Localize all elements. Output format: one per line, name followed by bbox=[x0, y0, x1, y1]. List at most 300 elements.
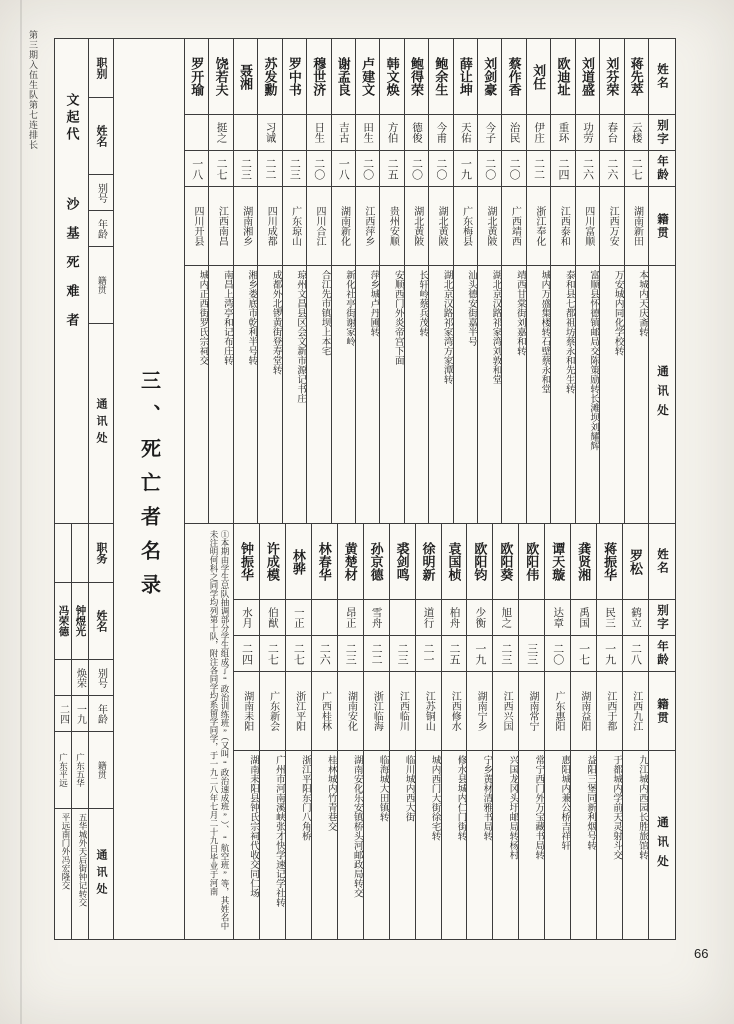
person-name bbox=[551, 39, 574, 115]
person-address bbox=[283, 266, 306, 523]
person-origin-text: 湖南益阳 bbox=[578, 691, 590, 731]
person-alias-text: 今甫 bbox=[435, 122, 447, 143]
person-name-text: 龚贤湘 bbox=[576, 542, 592, 581]
person-origin bbox=[545, 672, 570, 751]
person-column bbox=[379, 39, 403, 523]
person-age-text: 二五 bbox=[386, 157, 399, 180]
person-age-text: 二七 bbox=[215, 157, 228, 180]
person-origin-text: 湖南常宁 bbox=[527, 691, 539, 731]
person-alias-text: 伊庄 bbox=[533, 122, 545, 143]
person-name-text: 苏发勳 bbox=[262, 57, 278, 96]
person-name-text: 欧阳钧 bbox=[472, 542, 488, 581]
margin-note: 第三期入伍生队第七连排长 bbox=[28, 30, 38, 150]
person-alias bbox=[416, 600, 441, 636]
person-address bbox=[185, 266, 208, 523]
person-address bbox=[405, 266, 428, 523]
person-name bbox=[209, 39, 232, 115]
header-address-text: 通讯处 bbox=[656, 365, 668, 424]
person-name bbox=[623, 524, 648, 600]
person-address-text: 九江城内西园长胜旅馆转 bbox=[637, 755, 647, 860]
person-address-text: 富顺县怀德镇邮局交陈策励转长滩坝刘耀辉 bbox=[588, 270, 599, 451]
person-origin bbox=[286, 672, 311, 751]
person-origin bbox=[625, 187, 648, 266]
person-name-text: 孙京德 bbox=[368, 542, 384, 581]
person-address-text: 新化社亭街谢家岭 bbox=[343, 270, 354, 346]
person-origin bbox=[185, 187, 208, 266]
person-address-text: 南昌上湾亭和记布庄转 bbox=[221, 270, 232, 365]
person-age-text: 二六 bbox=[581, 157, 594, 180]
person-address-text: 长轩岭蔡兵茂转 bbox=[417, 270, 428, 337]
header-origin-text: 籍贯 bbox=[656, 697, 669, 725]
person-address bbox=[307, 266, 330, 523]
person-age-text: 一九 bbox=[603, 642, 616, 665]
person-origin bbox=[312, 672, 337, 751]
left-header-4 bbox=[89, 247, 113, 324]
person-origin bbox=[390, 672, 415, 751]
person-age-text: 二八 bbox=[629, 642, 642, 665]
person-origin-text: 江西修水 bbox=[449, 691, 461, 731]
rank-holder-label: 文起代 bbox=[64, 93, 80, 144]
left-header-4-text: 籍贯 bbox=[96, 276, 107, 294]
person-origin-text: 广东惠阳 bbox=[552, 691, 564, 731]
person-origin-text: 湖南新化 bbox=[338, 206, 350, 246]
person-age bbox=[258, 151, 281, 187]
person-age-text: 二四 bbox=[557, 157, 570, 180]
person-age-text: 二〇 bbox=[434, 157, 447, 180]
person-column bbox=[622, 524, 648, 939]
person-name-text: 罗松 bbox=[628, 548, 644, 575]
person-age bbox=[364, 636, 389, 672]
person-column bbox=[259, 524, 285, 939]
person-address bbox=[625, 266, 648, 523]
person-origin-text: 四川富顺 bbox=[582, 206, 594, 246]
person-origin-text: 湖南新田 bbox=[631, 206, 643, 246]
person-alias-text: 方伯 bbox=[386, 122, 398, 143]
person-origin bbox=[502, 187, 525, 266]
person-alias bbox=[571, 600, 596, 636]
person-address bbox=[623, 751, 648, 939]
person-alias bbox=[380, 115, 403, 151]
person-name bbox=[429, 39, 452, 115]
person-age bbox=[209, 151, 232, 187]
person-name-text: 鲍余生 bbox=[433, 57, 449, 96]
left-column-headers bbox=[88, 39, 113, 523]
person-name bbox=[597, 524, 622, 600]
left-person-age bbox=[72, 696, 88, 732]
person-address bbox=[260, 751, 285, 939]
left-header-1-text: 姓名 bbox=[95, 125, 107, 147]
person-name bbox=[390, 524, 415, 600]
person-alias-text: 民三 bbox=[604, 607, 616, 628]
person-alias bbox=[600, 115, 623, 151]
person-address-text: 琼州文昌县区会文新市源记书庄 bbox=[295, 270, 306, 403]
person-address bbox=[416, 751, 441, 939]
person-name bbox=[364, 524, 389, 600]
person-age-text: 一九 bbox=[459, 157, 472, 180]
category-column bbox=[56, 39, 88, 523]
person-origin-text: 江西九江 bbox=[630, 691, 642, 731]
person-name-text: 薛让坤 bbox=[457, 57, 473, 96]
person-age bbox=[623, 636, 648, 672]
person-address bbox=[429, 266, 452, 523]
person-address-text: 汕头德安街嘉半号 bbox=[466, 270, 477, 346]
person-origin-text: 湖南宁乡 bbox=[475, 691, 487, 731]
person-column bbox=[428, 39, 452, 523]
person-address bbox=[571, 751, 596, 939]
person-origin bbox=[442, 672, 467, 751]
person-origin-text: 广东梅县 bbox=[460, 206, 472, 246]
person-age-text: 二五 bbox=[447, 642, 460, 665]
person-name bbox=[307, 39, 330, 115]
person-name bbox=[380, 39, 403, 115]
person-age bbox=[478, 151, 501, 187]
person-column bbox=[501, 39, 525, 523]
person-alias-text: 治民 bbox=[508, 122, 520, 143]
person-column bbox=[570, 524, 596, 939]
person-alias-text: 少衡 bbox=[474, 607, 486, 628]
person-origin bbox=[478, 187, 501, 266]
person-alias-text: 伯猷 bbox=[266, 607, 278, 628]
person-age-text: 二四 bbox=[240, 642, 253, 665]
person-alias bbox=[209, 115, 232, 151]
person-origin-text: 广西靖西 bbox=[509, 206, 521, 246]
header-address-text: 通讯处 bbox=[656, 815, 668, 875]
person-column bbox=[208, 39, 232, 523]
person-age-text: 二〇 bbox=[312, 157, 325, 180]
person-name-text: 钟振华 bbox=[238, 542, 254, 581]
person-address bbox=[312, 751, 337, 939]
person-age bbox=[442, 636, 467, 672]
person-column bbox=[599, 39, 623, 523]
person-age-text: 二〇 bbox=[483, 157, 496, 180]
person-alias-text: 一正 bbox=[292, 607, 304, 628]
person-age-text: 二二 bbox=[263, 157, 276, 180]
person-name-text: 谭天璇 bbox=[550, 542, 566, 581]
left-person-column bbox=[55, 524, 71, 939]
person-name-text: 刘任 bbox=[531, 63, 547, 90]
person-column bbox=[453, 39, 477, 523]
person-name bbox=[442, 524, 467, 600]
person-name-text: 卢建文 bbox=[360, 57, 376, 96]
person-address-text: 湖南安化乐安镇桥头河邮政局转交 bbox=[351, 755, 362, 898]
person-age-text: 二二 bbox=[370, 642, 383, 665]
person-age bbox=[380, 151, 403, 187]
person-name-text: 蔡作香 bbox=[506, 57, 522, 96]
person-origin bbox=[356, 187, 379, 266]
person-name bbox=[519, 524, 544, 600]
person-column bbox=[526, 39, 550, 523]
left-header-3 bbox=[89, 211, 113, 247]
person-address bbox=[286, 751, 311, 939]
person-age bbox=[545, 636, 570, 672]
person-address-text: 惠阳城内兼公桥吉祥轩 bbox=[559, 755, 570, 850]
header-name bbox=[649, 524, 675, 600]
person-origin bbox=[258, 187, 281, 266]
person-origin bbox=[380, 187, 403, 266]
person-origin bbox=[416, 672, 441, 751]
person-alias bbox=[234, 115, 257, 151]
left-header-5 bbox=[89, 809, 113, 939]
person-age bbox=[551, 151, 574, 187]
left-person-alias bbox=[55, 660, 71, 696]
person-alias bbox=[545, 600, 570, 636]
person-alias bbox=[478, 115, 501, 151]
left-header-3 bbox=[89, 696, 113, 732]
person-age bbox=[527, 151, 550, 187]
person-origin-text: 湖北黄陂 bbox=[485, 206, 496, 246]
person-name-text: 林春华 bbox=[316, 542, 332, 581]
left-person-origin-text: 广东五华 bbox=[75, 753, 86, 787]
header-alias bbox=[649, 115, 675, 151]
person-name bbox=[454, 39, 477, 115]
person-column bbox=[233, 39, 257, 523]
left-header-1-text: 姓名 bbox=[95, 610, 107, 632]
person-alias bbox=[467, 600, 492, 636]
header-age bbox=[649, 151, 675, 187]
person-alias-text: 柏舟 bbox=[448, 607, 460, 628]
person-alias bbox=[356, 115, 379, 151]
person-age bbox=[234, 151, 257, 187]
person-origin-text: 浙江奉化 bbox=[533, 206, 545, 246]
person-age-text: 一八 bbox=[190, 157, 203, 180]
person-address bbox=[356, 266, 379, 523]
person-column bbox=[355, 39, 379, 523]
person-address-text: 湘乡娄底市乾利半号转 bbox=[246, 270, 257, 365]
person-alias bbox=[502, 115, 525, 151]
header-address bbox=[649, 751, 675, 939]
person-address bbox=[442, 751, 467, 939]
person-origin-text: 四川合江 bbox=[314, 206, 326, 246]
person-name-text: 饶若夫 bbox=[213, 57, 229, 96]
person-name-text: 罗中书 bbox=[286, 57, 302, 96]
left-person-age bbox=[55, 696, 71, 732]
person-age bbox=[600, 151, 623, 187]
person-origin-text: 江西南昌 bbox=[216, 206, 228, 246]
person-name bbox=[545, 524, 570, 600]
person-address-text: 广州市河南溪峡张才快学速记学社转 bbox=[273, 755, 284, 907]
footnote-text: ①本期由学生总队抽调部分学生组成了“政治训练班”（又叫“政治速成班”）、“航空班”等，其姓名中未注明何科之同学均列第十队，附注各同学均系留学同学，于一九二八年七月二十九日毕业于河南 bbox=[208, 530, 230, 930]
left-person-address-text: 平远南门外冯宏隆交 bbox=[61, 813, 71, 890]
person-alias-text: 禹国 bbox=[578, 607, 590, 628]
person-origin bbox=[209, 187, 232, 266]
header-alias-text: 别字 bbox=[656, 604, 668, 631]
person-name bbox=[283, 39, 306, 115]
person-address bbox=[234, 266, 257, 523]
person-name bbox=[478, 39, 501, 115]
left-person-name-text: 钟煜光 bbox=[74, 605, 86, 637]
left-person-alias bbox=[72, 660, 88, 696]
person-name bbox=[312, 524, 337, 600]
left-header-1 bbox=[89, 98, 113, 175]
header-origin bbox=[649, 672, 675, 751]
top-victims-table bbox=[185, 39, 675, 523]
left-person-age-text: 二四 bbox=[57, 703, 69, 724]
person-address-text: 临川城内西大街 bbox=[403, 755, 414, 822]
person-name bbox=[416, 524, 441, 600]
left-person-origin-text: 广东平远 bbox=[58, 753, 69, 787]
person-address bbox=[545, 751, 570, 939]
person-age bbox=[571, 636, 596, 672]
person-alias-text: 习诚 bbox=[264, 122, 276, 143]
person-name-text: 蒋振华 bbox=[602, 542, 618, 581]
left-person-name bbox=[55, 583, 71, 660]
person-alias bbox=[307, 115, 330, 151]
person-name bbox=[332, 39, 355, 115]
person-address-text: 万安城内同化学校转 bbox=[612, 270, 623, 356]
person-column bbox=[285, 524, 311, 939]
person-age bbox=[416, 636, 441, 672]
person-address-text: 于都城内学前天灵射斗交 bbox=[611, 755, 622, 860]
person-age-text: 二七 bbox=[266, 642, 279, 665]
person-origin bbox=[429, 187, 452, 266]
header-alias-text: 别字 bbox=[656, 119, 668, 146]
left-header-1 bbox=[89, 583, 113, 660]
person-alias-text: 天佑 bbox=[459, 122, 471, 143]
person-name-text: 欧阳伟 bbox=[524, 542, 540, 581]
register-table bbox=[54, 38, 676, 940]
person-age bbox=[390, 636, 415, 672]
person-origin bbox=[527, 187, 550, 266]
person-address bbox=[527, 266, 550, 523]
person-alias-text: 云楼 bbox=[630, 122, 642, 143]
left-header-2-text: 别号 bbox=[95, 182, 107, 203]
person-name-text: 聂湘 bbox=[238, 63, 254, 90]
person-name-text: 徐明新 bbox=[420, 542, 436, 581]
header-address bbox=[649, 266, 675, 523]
person-address-text: 湖北京汉路祁家湾方家潭转 bbox=[441, 270, 452, 384]
person-alias-text: 重环 bbox=[557, 122, 569, 143]
person-column bbox=[257, 39, 281, 523]
header-name-text: 姓名 bbox=[656, 63, 668, 90]
person-name-text: 罗开瑜 bbox=[189, 57, 205, 96]
person-address bbox=[338, 751, 363, 939]
person-alias bbox=[623, 600, 648, 636]
person-column bbox=[363, 524, 389, 939]
person-alias-text: 昂正 bbox=[344, 607, 356, 628]
person-alias-text: 日生 bbox=[313, 122, 325, 143]
person-age bbox=[307, 151, 330, 187]
person-address-text: 萍乡城卢丹圃转 bbox=[368, 270, 379, 337]
page-number: 66 bbox=[694, 946, 709, 961]
person-origin bbox=[519, 672, 544, 751]
person-alias bbox=[260, 600, 285, 636]
person-origin bbox=[405, 187, 428, 266]
person-origin bbox=[623, 672, 648, 751]
person-address-text: 泰和县七都祖坊蔡永和先生转 bbox=[563, 270, 574, 394]
person-name bbox=[571, 524, 596, 600]
person-alias bbox=[283, 115, 306, 151]
left-person-name bbox=[72, 583, 88, 660]
person-origin bbox=[234, 672, 259, 751]
left-person-address bbox=[55, 809, 71, 939]
person-address bbox=[478, 266, 501, 523]
person-age bbox=[283, 151, 306, 187]
person-origin-text: 江西泰和 bbox=[558, 206, 570, 246]
left-header-4-text: 籍贯 bbox=[96, 761, 107, 779]
person-column bbox=[550, 39, 574, 523]
person-name-text: 黄楚材 bbox=[342, 542, 358, 581]
left-person-origin bbox=[72, 732, 88, 809]
main-columns-block bbox=[185, 39, 675, 939]
person-age-text: 二〇 bbox=[551, 642, 564, 665]
person-column bbox=[233, 524, 259, 939]
person-origin-text: 广东新会 bbox=[267, 691, 279, 731]
header-age-text: 年龄 bbox=[656, 155, 668, 182]
person-alias-text: 道行 bbox=[422, 607, 434, 628]
person-column bbox=[518, 524, 544, 939]
category-label: 沙基死难者 bbox=[64, 197, 80, 342]
person-name bbox=[405, 39, 428, 115]
person-age bbox=[519, 636, 544, 672]
header-age-text: 年龄 bbox=[656, 640, 668, 667]
person-origin bbox=[364, 672, 389, 751]
person-name-text: 刘剑豪 bbox=[482, 57, 498, 96]
person-age bbox=[338, 636, 363, 672]
header-origin bbox=[649, 187, 675, 266]
person-origin bbox=[283, 187, 306, 266]
person-origin bbox=[600, 187, 623, 266]
column-headers bbox=[648, 524, 675, 939]
person-name bbox=[234, 39, 257, 115]
person-origin bbox=[571, 672, 596, 751]
person-age-text: 一七 bbox=[577, 642, 590, 665]
person-name-text: 欧阳葵 bbox=[498, 542, 514, 581]
person-alias bbox=[597, 600, 622, 636]
person-origin bbox=[597, 672, 622, 751]
person-alias bbox=[625, 115, 648, 151]
person-alias-text: 春台 bbox=[606, 122, 618, 143]
person-age-text: 二三 bbox=[499, 642, 512, 665]
person-address bbox=[454, 266, 477, 523]
person-alias bbox=[551, 115, 574, 151]
person-address bbox=[209, 266, 232, 523]
person-age-text: 二〇 bbox=[410, 157, 423, 180]
left-column-headers bbox=[88, 524, 113, 939]
person-address-text: 益阳三堡同新利烟号转 bbox=[585, 755, 596, 850]
person-name bbox=[286, 524, 311, 600]
person-alias bbox=[442, 600, 467, 636]
person-address bbox=[551, 266, 574, 523]
left-person-column bbox=[71, 524, 88, 939]
person-name-text: 林骅 bbox=[290, 548, 306, 575]
person-column bbox=[282, 39, 306, 523]
person-alias-text: 吉古 bbox=[337, 122, 349, 143]
person-name bbox=[234, 524, 259, 600]
person-alias bbox=[405, 115, 428, 151]
person-address bbox=[258, 266, 281, 523]
person-alias bbox=[519, 600, 544, 636]
person-name-text: 刘道盛 bbox=[579, 57, 595, 96]
person-column bbox=[544, 524, 570, 939]
person-column bbox=[337, 524, 363, 939]
person-age bbox=[576, 151, 599, 187]
left-header-3-text: 年龄 bbox=[95, 703, 107, 724]
person-origin-text: 贵州安顺 bbox=[387, 206, 399, 246]
person-age-text: 二六 bbox=[318, 642, 331, 665]
person-alias bbox=[454, 115, 477, 151]
person-alias-text: 德俊 bbox=[410, 122, 422, 143]
person-origin bbox=[234, 187, 257, 266]
person-address-text: 临海城大田镇转 bbox=[377, 755, 388, 822]
top-left-subtable bbox=[55, 39, 113, 523]
person-age-text: 二二 bbox=[532, 157, 545, 180]
person-age bbox=[625, 151, 648, 187]
left-person-age-text: 一九 bbox=[74, 703, 86, 724]
person-address bbox=[467, 751, 492, 939]
person-origin bbox=[307, 187, 330, 266]
left-header-5 bbox=[89, 324, 113, 523]
person-alias-text: 田生 bbox=[362, 122, 374, 143]
